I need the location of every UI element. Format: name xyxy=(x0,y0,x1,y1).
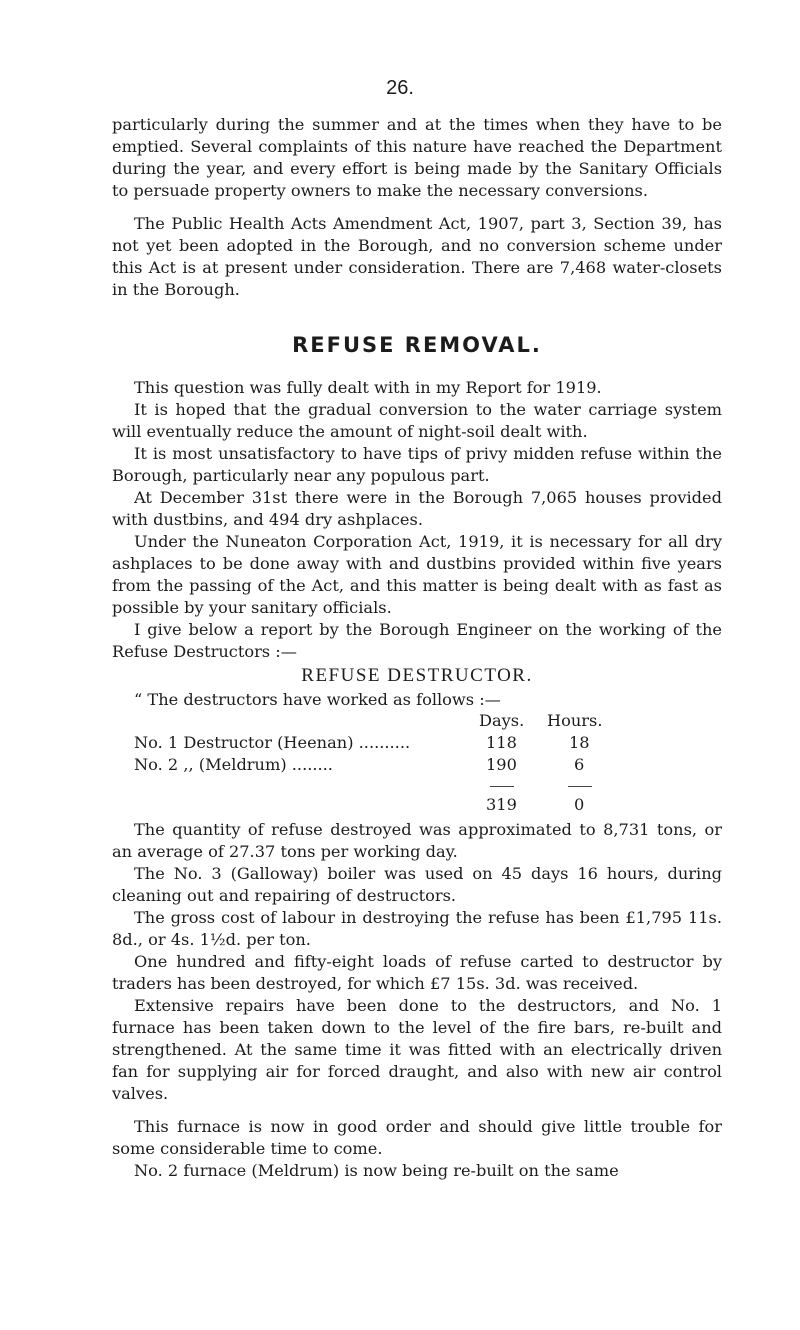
paragraph-last: No. 2 furnace (Meldrum) is now being re-built on the same xyxy=(134,1161,619,1180)
paragraph: It is most unsatisfactory to have tips of privy midden refuse within the Borough, particularly near any populous part. xyxy=(112,444,722,485)
paragraph: Under the Nuneaton Corporation Act, 1919, it is necessary for all dry ashplaces to be done away with and dustbins provided within five years from the passing of the Act, and this matter is being dealt with as fast as possible by your sanitary officials. xyxy=(112,532,722,617)
paragraph: The No. 3 (Galloway) boiler was used on 45 days 16 hours, during cleaning out and repairing of destructors. xyxy=(112,864,722,905)
table-total-days: 319 xyxy=(486,795,517,814)
column-header-days: Days. xyxy=(479,711,525,730)
paragraph: The gross cost of labour in destroying the refuse has been £1,795 11s. 8d., or 4s. 1½d. per ton. xyxy=(112,908,722,949)
destructor-intro: “ The destructors have worked as follows :— xyxy=(134,690,501,709)
paragraph-furnace: This furnace is now in good order and should give little trouble for some considerable time to come. xyxy=(112,1117,722,1158)
section-heading-refuse-destructor: REFUSE DESTRUCTOR. xyxy=(301,665,533,686)
table-row-label: No. 2 ,, (Meldrum) ........ xyxy=(134,755,333,774)
paragraph: The quantity of refuse destroyed was approximated to 8,731 tons, or an average of 27.37 tons per working day. xyxy=(112,820,722,861)
table-row-label: No. 1 Destructor (Heenan) .......... xyxy=(134,733,411,752)
page-number: 26. xyxy=(386,77,414,99)
paragraph: This question was fully dealt with in my Report for 1919. xyxy=(134,378,602,397)
paragraph: At December 31st there were in the Borough 7,065 houses provided with dustbins, and 494 dry ashplaces. xyxy=(112,488,722,529)
paragraph: One hundred and fifty-eight loads of refuse carted to destructor by traders has been destroyed, for which £7 15s. 3d. was received. xyxy=(112,952,722,993)
document-body xyxy=(112,114,722,1182)
table-cell-days: 118 xyxy=(486,733,517,752)
paragraph: It is hoped that the gradual conversion to the water carriage system will eventually reduce the amount of night-soil dealt with. xyxy=(112,400,722,441)
table-total-hours: 0 xyxy=(574,795,585,814)
total-rule-hours xyxy=(568,786,592,787)
total-rule-days xyxy=(490,786,514,787)
table-cell-hours: 18 xyxy=(569,733,590,752)
paragraph: I give below a report by the Borough Engineer on the working of the Refuse Destructors :— xyxy=(112,620,722,661)
section-heading-refuse-removal: REFUSE REMOVAL. xyxy=(292,333,542,357)
paragraph-amendment-act: The Public Health Acts Amendment Act, 1907, part 3, Section 39, has not yet been adopted in the Borough, and no conversion scheme under this Act is at present under consideration. There are 7,468 water-closets in the Borough. xyxy=(112,214,722,299)
table-cell-days: 190 xyxy=(486,755,517,774)
table-cell-hours: 6 xyxy=(574,755,585,774)
destructor-table xyxy=(112,711,722,819)
paragraph: Extensive repairs have been done to the destructors, and No. 1 furnace has been taken down to the level of the fire bars, re-built and strengthened. At the same time it was fitted with an electrically driven fan for supplying air for forced draught, and also with new air control valves. xyxy=(112,996,722,1103)
column-header-hours: Hours. xyxy=(547,711,603,730)
paragraph-continuation: particularly during the summer and at the times when they have to be emptied. Several complaints of this nature have reached the Department during the year, and every effort is being made by the Sanitary Officials to persuade property owners to make the necessary conversions. xyxy=(112,115,722,200)
